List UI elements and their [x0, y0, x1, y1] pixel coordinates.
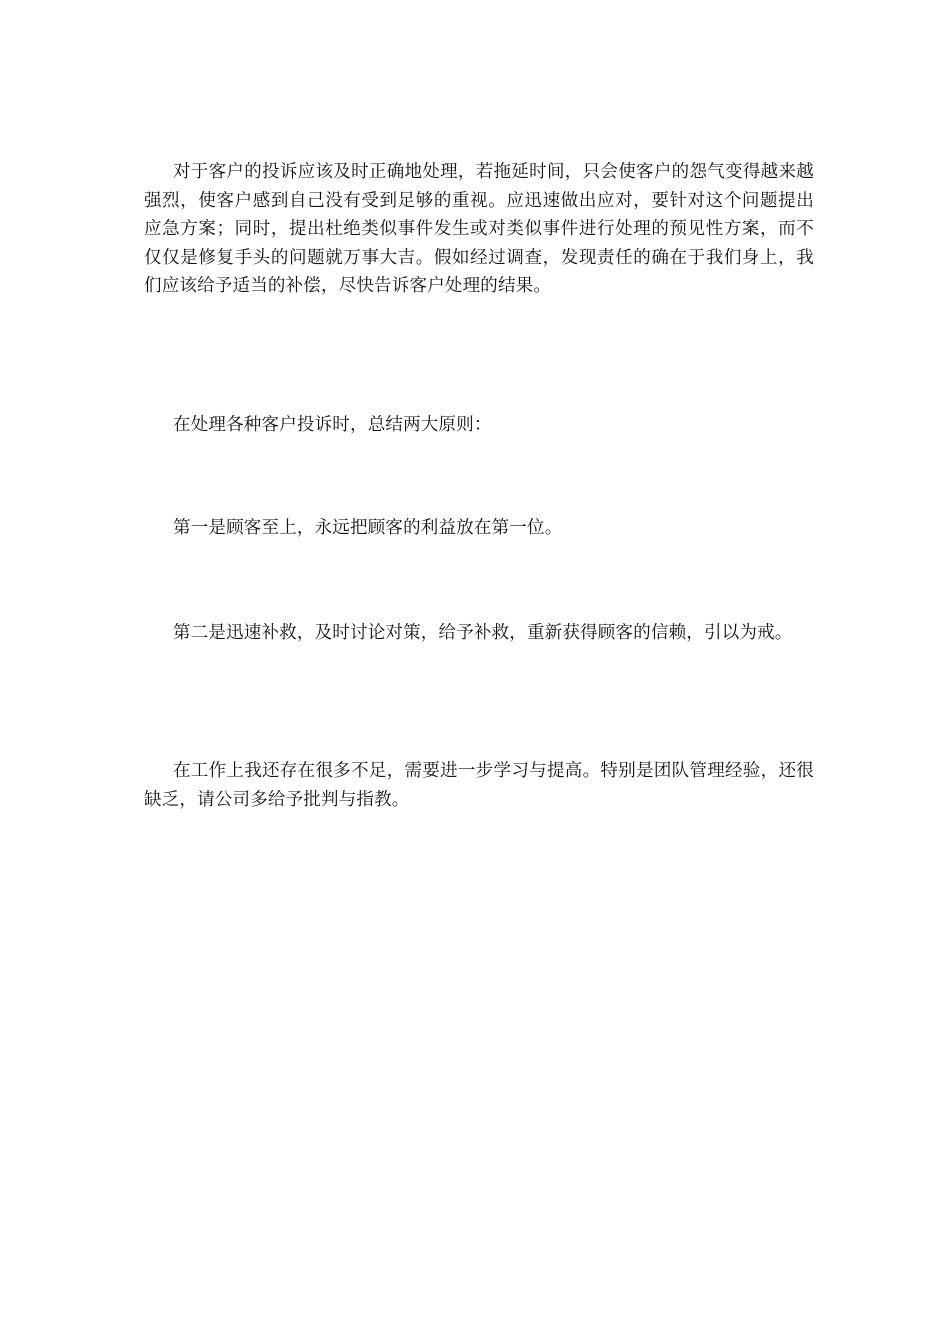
paragraph-two-principles-intro: 在处理各种客户投诉时，总结两大原则： — [173, 415, 492, 435]
paragraph-self-assessment: 在工作上我还存在很多不足，需要进一步学习与提高。特别是团队管理经验，还很缺乏，请公司多给予批判与指教。 — [144, 761, 814, 810]
paragraph-principle-one: 第一是顾客至上，永远把顾客的利益放在第一位。 — [173, 518, 563, 538]
paragraph-principle-two: 第二是迅速补救，及时讨论对策，给予补救，重新获得顾客的信赖，引以为戒。 — [173, 623, 793, 643]
paragraph-complaint-handling: 对于客户的投诉应该及时正确地处理，若拖延时间，只会使客户的怨气变得越来越强烈，使客户感到自己没有受到足够的重视。应迅速做出应对，要针对这个问题提出应急方案；同时，提出杜绝类似事件发生或对类似事件进行处理的预见性方案，而不仅仅是修复手头的问题就万事大吉。假如经过调查，发现责任的确在于我们身上，我们应该给予适当的补偿，尽快告诉客户处理的结果。 — [144, 162, 814, 296]
